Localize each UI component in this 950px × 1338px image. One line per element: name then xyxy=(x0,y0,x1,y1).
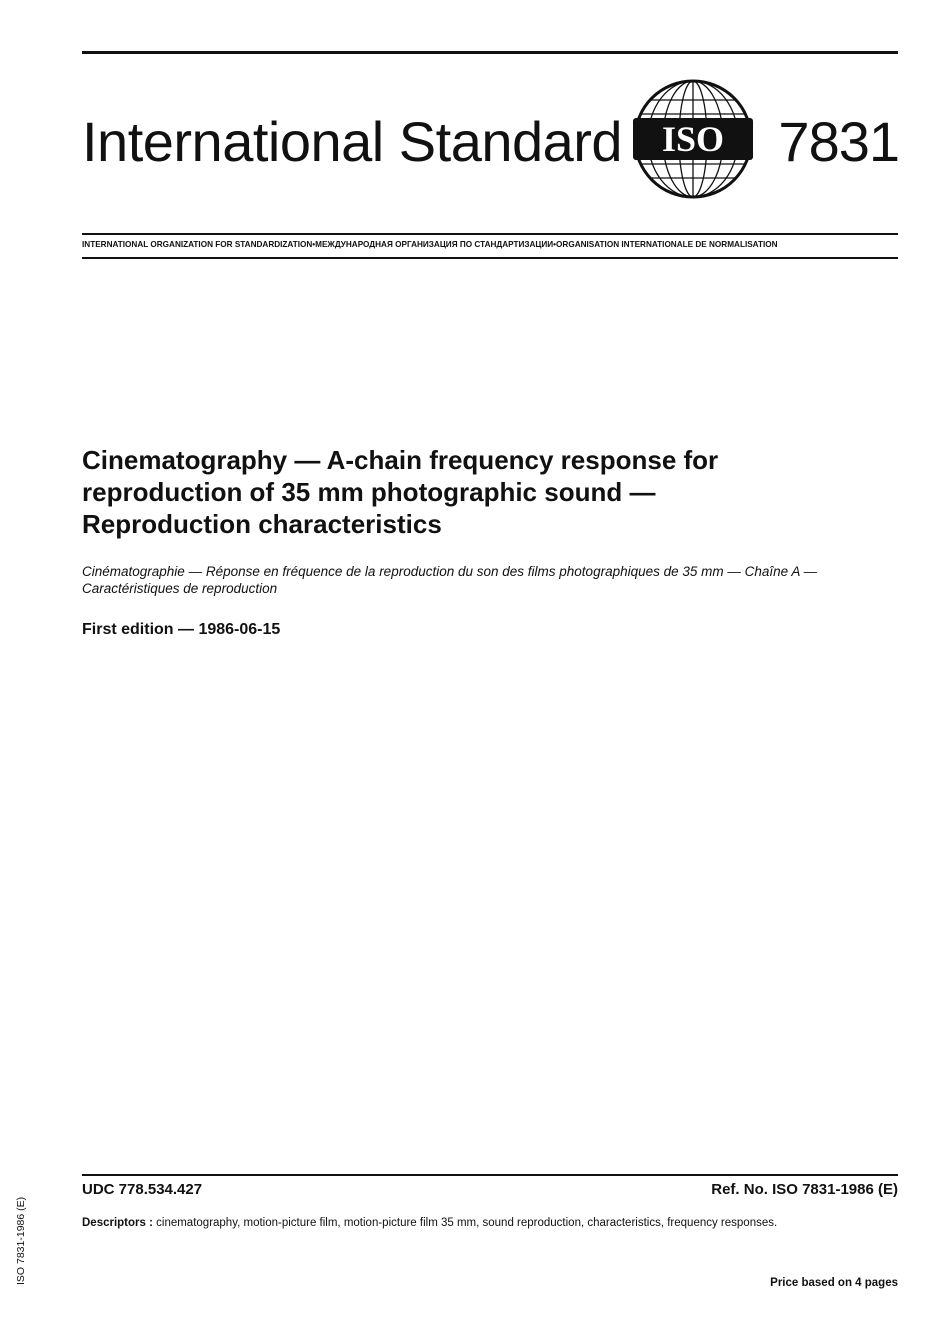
iso-logo-icon xyxy=(628,78,758,200)
footer-rule xyxy=(82,1174,898,1176)
descriptors xyxy=(82,1215,777,1231)
organization-line: INTERNATIONAL ORGANIZATION FOR STANDARDIZATION•МЕЖДУНАРОДНАЯ ОРГАНИЗАЦИЯ ПО СТАНДАРТИЗАЦИИ•ORGANISATION INTERNATIONALE DE NORMALISATION xyxy=(82,240,778,249)
french-subtitle xyxy=(82,563,882,597)
french-subtitle-line: Cinématographie — Réponse en fréquence de la reproduction du son des films photographiques de 35 mm — Chaîne A — xyxy=(82,564,818,579)
title-line: Cinematography — A-chain frequency response for xyxy=(82,445,719,475)
iso-logo-text: ISO xyxy=(661,119,725,159)
top-rule xyxy=(82,51,898,54)
title-line: Reproduction characteristics xyxy=(82,509,442,539)
standard-number: 7831 xyxy=(778,110,899,173)
document-heading: International Standard xyxy=(82,110,623,173)
descriptors-text: cinematography, motion-picture film, motion-picture film 35 mm, sound reproduction, characteristics, frequency responses. xyxy=(152,1217,778,1229)
descriptors-label: Descriptors : xyxy=(82,1217,153,1229)
french-subtitle-line: Caractéristiques de reproduction xyxy=(82,581,278,596)
reference-number: Ref. No. ISO 7831-1986 (E) xyxy=(711,1181,898,1198)
header-rule-upper xyxy=(82,233,898,235)
price-note: Price based on 4 pages xyxy=(770,1277,898,1289)
header-rule-lower xyxy=(82,257,898,259)
udc-number: UDC 778.534.427 xyxy=(82,1181,203,1198)
side-reference: ISO 7831-1986 (E) xyxy=(15,1196,27,1285)
document-title xyxy=(82,444,872,540)
title-line: reproduction of 35 mm photographic sound — xyxy=(82,477,656,507)
edition-date: First edition — 1986-06-15 xyxy=(82,621,281,638)
